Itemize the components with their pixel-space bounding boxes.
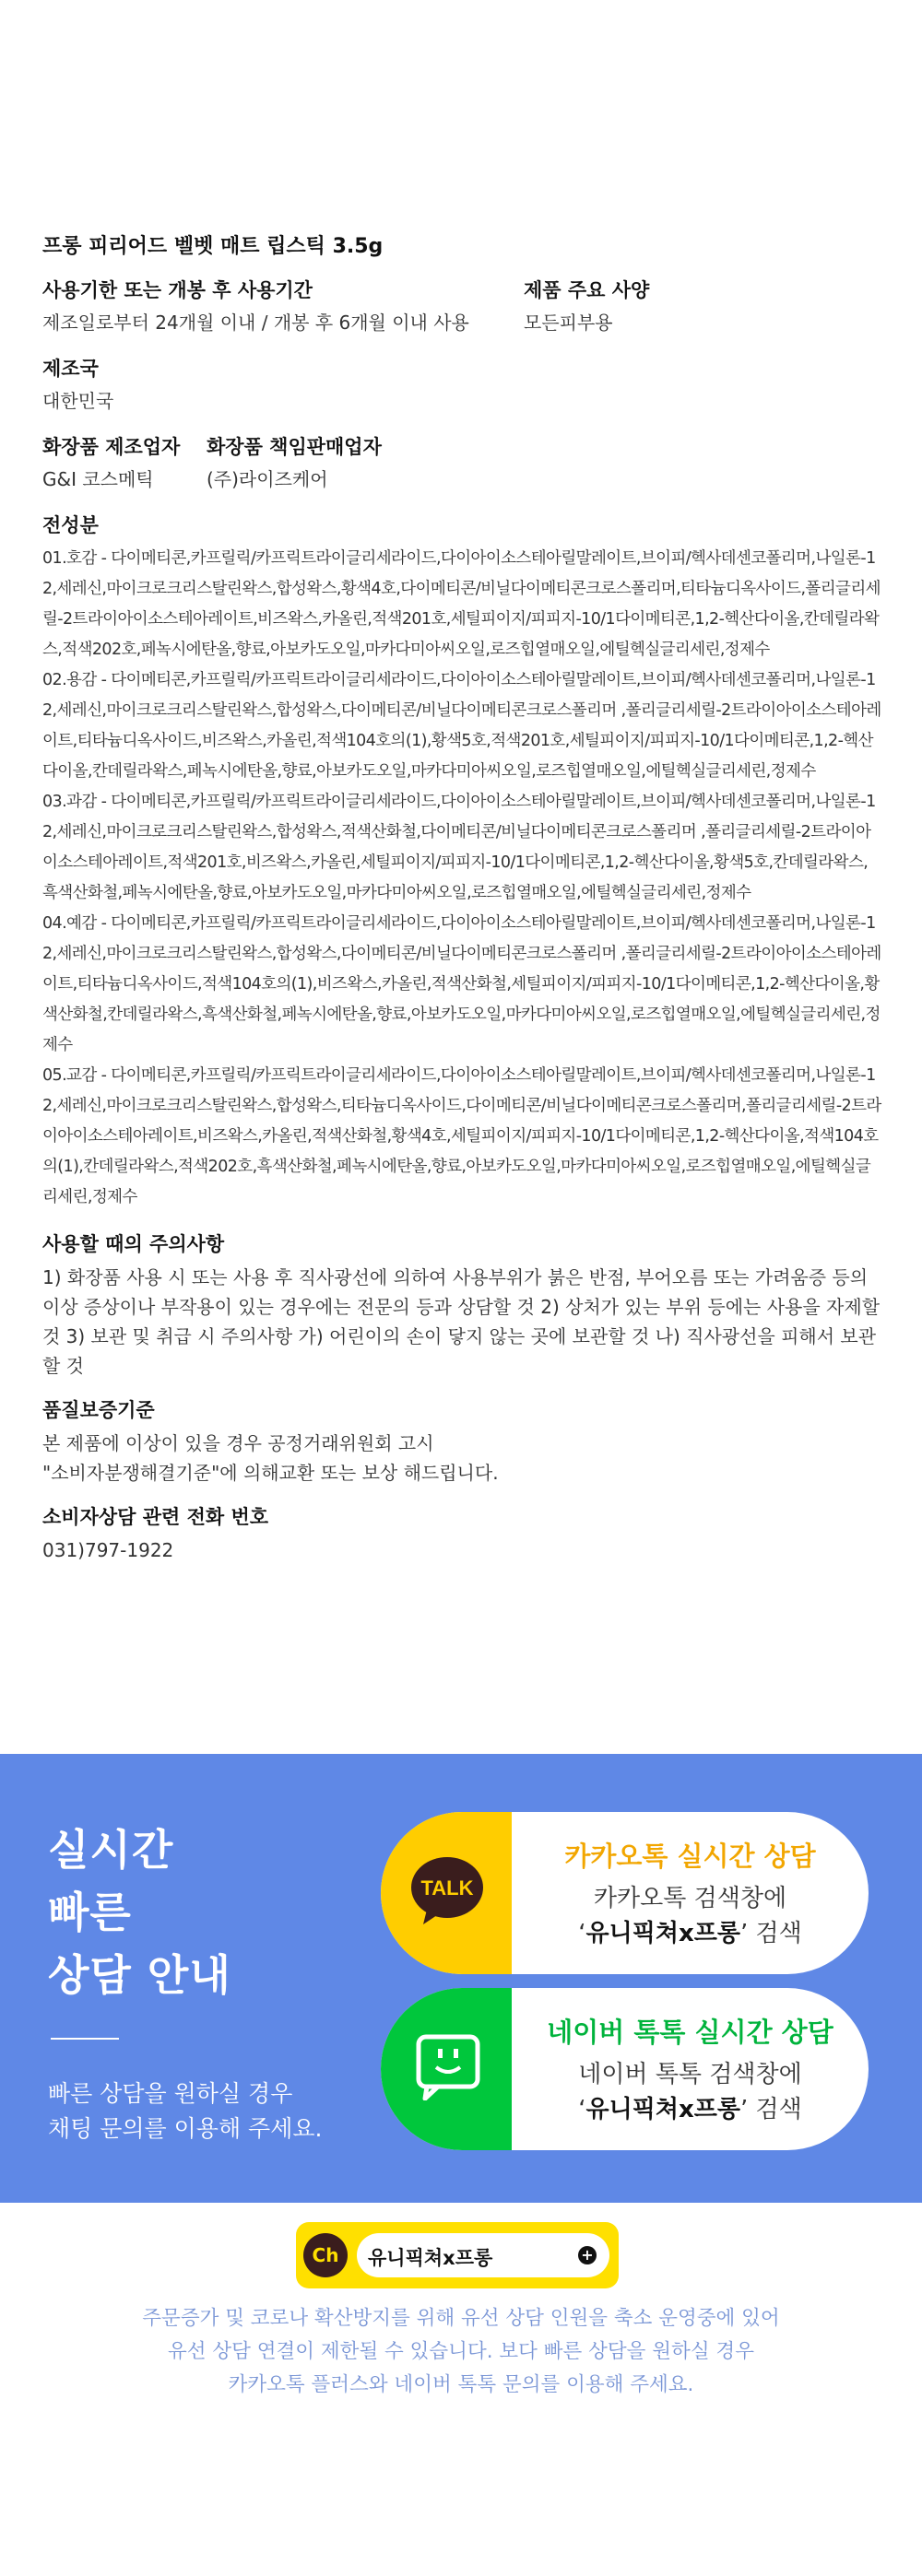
naver-consult-line: 네이버 톡톡 검색창에 <box>578 2060 802 2088</box>
caution-text: 1) 화장품 사용 시 또는 사용 후 직사광선에 의하여 사용부위가 붉은 반점, 부어오름 또는 가려움증 등의 이상 증상이나 부작용이 있는 경우에는 전문의 등과 상담할 것 2) 상처가 있는 부위 등에는 사용을 자제할 것 3) 보관 및 취급 시 주의사항 가) 어린이의 손이 닿지 않는 곳에 보관할 것 나) 직사광선을 피해서 보관할 것 <box>42 1266 881 1377</box>
phone-notice <box>0 2302 922 2402</box>
origin-title: 제조국 <box>42 358 99 380</box>
kakao-consult-keyword-line <box>578 1916 802 1951</box>
naver-keyword: 유니픽쳐x프롱 <box>585 2095 740 2123</box>
phone-title: 소비자상담 관련 전화 번호 <box>42 1506 269 1528</box>
naver-talktalk-icon <box>416 2034 480 2104</box>
kakao-talk-icon-text: TALK <box>420 1876 474 1900</box>
expiry-block <box>42 276 524 354</box>
naver-icon-panel <box>381 1988 512 2150</box>
channel-search-text: 유니픽쳐x프롱 <box>368 2247 493 2269</box>
ingredients-block <box>42 511 881 1213</box>
expiry-value: 제조일로부터 24개월 이내 / 개봉 후 6개월 이내 사용 <box>42 312 469 334</box>
quote-close: ’ 검색 <box>739 1919 802 1947</box>
expiry-spec-row <box>42 276 881 354</box>
kakao-channel-icon: Ch <box>303 2233 348 2277</box>
consult-title-line: 빠른 <box>48 1888 132 1937</box>
naver-consult-text <box>512 1988 869 2150</box>
notice-line: 주문증가 및 코로나 확산방지를 위해 유선 상담 인원을 축소 운영중에 있어 <box>142 2307 780 2330</box>
consult-title-line: 상담 안내 <box>48 1950 231 2000</box>
quote-open: ‘ <box>578 1919 586 1947</box>
consult-banner <box>0 1754 922 2203</box>
consult-sub-line: 빠른 상담을 원하실 경우 <box>48 2080 293 2107</box>
consult-title-line: 실시간 <box>48 1825 174 1875</box>
ingredient-item: 01.호감 - 다이메티콘,카프릴릭/카프릭트라이글리세라이드,다이아이소스테아릴말레이트,브이피/헥사데센코폴리머,나일론-12,세레신,마이크로크리스탈린왁스,합성왁스,황색4호,다이메티콘/비닐다이메티콘크로스폴리머,티타늄디옥사이드,폴리글리세릴-2트라이아이소스테아레이트,비즈왁스,카올린,적색201호,세틸피이지/피피지-10/1다이메티콘,1,2-헥산다이올,칸데릴라왁스,적색202호,페녹시에탄올,향료,아보카도오일,마카다미아씨오일,로즈힙열매오일,에틸헥실글리세린,정제수 <box>42 549 881 659</box>
notice-line: 카카오톡 플러스와 네이버 톡톡 문의를 이용해 주세요. <box>228 2373 694 2396</box>
phone-block <box>42 1502 881 1565</box>
kakao-consult-title: 카카오톡 실시간 상담 <box>564 1840 816 1872</box>
ingredient-item: 02.용감 - 다이메티콘,카프릴릭/카프릭트라이글리세라이드,다이아이소스테아릴말레이트,브이피/헥사데센코폴리머,나일론-12,세레신,마이크로크리스탈린왁스,합성왁스,다이메티콘/비닐다이메티콘크로스폴리머 ,폴리글리세릴-2트라이아이소스테아레이트,티타늄디옥사이드,비즈왁스,카올린,적색104호의(1),황색5호,적색201호,세틸피이지/피피지-10/1다이메티콘,1,2-헥산다이올,칸데릴라왁스,페녹시에탄올,향료,아보카도오일,마카다미아씨오일,로즈힙열매오일,에틸헥실글리세린,정제수 <box>42 671 881 781</box>
quote-open: ‘ <box>578 2095 586 2123</box>
title-divider <box>51 2038 119 2040</box>
kakao-keyword: 유니픽쳐x프롱 <box>585 1919 740 1947</box>
ingredients-list <box>42 544 881 1213</box>
spec-block <box>524 276 881 354</box>
consult-subtext <box>48 2076 322 2147</box>
spec-value: 모든피부용 <box>524 312 613 334</box>
ingredient-item: 05.교감 - 다이메티콘,카프릴릭/카프릭트라이글리세라이드,다이아이소스테아릴말레이트,브이피/헥사데센코폴리머,나일론-12,세레신,마이크로크리스탈린왁스,합성왁스,티타늄디옥사이드,다이메티콘/비닐다이메티콘크로스폴리머,폴리글리세릴-2트라이아이소스테아레이트,비즈왁스,카올린,적색산화철,황색4호,세틸피이지/피피지-10/1다이메티콘,1,2-헥산다이올,적색104호의(1),칸데릴라왁스,적색202호,흑색산화철,페녹시에탄올,향료,아보카도오일,마카다미아씨오일,로즈힙열매오일,에틸헥실글리세린,정제수 <box>42 1066 881 1206</box>
quote-close: ’ 검색 <box>739 2095 802 2123</box>
expiry-title: 사용기한 또는 개봉 후 사용기간 <box>42 279 313 301</box>
kakao-consult-button[interactable] <box>381 1812 869 1974</box>
naver-consult-keyword-line <box>578 2092 802 2127</box>
plus-icon: + <box>578 2246 597 2264</box>
kakao-consult-line: 카카오톡 검색창에 <box>593 1884 787 1912</box>
consult-sub-line: 채팅 문의를 이용해 주세요. <box>48 2115 323 2142</box>
seller-value: (주)라이즈케어 <box>207 468 328 490</box>
caution-block <box>42 1229 881 1381</box>
quality-line-2: "소비자분쟁해결기준"에 의해교환 또는 보상 해드립니다. <box>42 1462 499 1484</box>
product-name: 프롱 피리어드 벨벳 매트 립스틱 3.5g <box>42 235 384 258</box>
naver-consult-title: 네이버 톡톡 실시간 상담 <box>547 2016 833 2048</box>
ingredient-item: 04.예감 - 다이메티콘,카프릴릭/카프릭트라이글리세라이드,다이아이소스테아릴말레이트,브이피/헥사데센코폴리머,나일론-12,세레신,마이크로크리스탈린왁스,합성왁스,다이메티콘/비닐다이메티콘크로스폴리머 ,폴리글리세릴-2트라이아이소스테아레이트,티타늄디옥사이드,적색104호의(1),비즈왁스,카올린,적색산화철,세틸피이지/피피지-10/1다이메티콘,1,2-헥산다이올,황색산화철,칸데릴라왁스,흑색산화철,페녹시에탄올,향료,아보카도오일,마카다미아씨오일,로즈힙열매오일,에틸헥실글리세린,정제수 <box>42 914 881 1054</box>
quality-line-1: 본 제품에 이상이 있을 경우 공정거래위원회 고시 <box>42 1432 434 1454</box>
spec-title: 제품 주요 사양 <box>524 279 650 301</box>
channel-search-field <box>357 2233 609 2277</box>
kakao-talk-icon <box>410 1856 484 1930</box>
consult-title <box>48 1818 231 2006</box>
manufacturer-title: 화장품 제조업자 <box>42 436 181 458</box>
origin-value: 대한민국 <box>42 390 114 412</box>
seller-title: 화장품 책임판매업자 <box>207 436 382 458</box>
quality-title: 품질보증기준 <box>42 1399 155 1421</box>
kakao-plus-channel-button[interactable] <box>296 2222 619 2288</box>
caution-title: 사용할 때의 주의사항 <box>42 1233 225 1255</box>
manufacturer-block <box>42 432 207 511</box>
origin-block <box>42 354 881 416</box>
ingredients-title: 전성분 <box>42 514 99 536</box>
seller-block <box>207 432 881 511</box>
kakao-icon-panel <box>381 1812 512 1974</box>
manufacturer-value: G&I 코스메틱 <box>42 468 154 490</box>
product-info <box>42 230 881 1565</box>
phone-value: 031)797-1922 <box>42 1539 174 1561</box>
notice-line: 유선 상담 연결이 제한될 수 있습니다. 보다 빠른 상담을 원하실 경우 <box>168 2340 754 2363</box>
kakao-consult-text <box>512 1812 869 1974</box>
quality-block <box>42 1395 881 1488</box>
ingredient-item: 03.과감 - 다이메티콘,카프릴릭/카프릭트라이글리세라이드,다이아이소스테아릴말레이트,브이피/헥사데센코폴리머,나일론-12,세레신,마이크로크리스탈린왁스,합성왁스,적색산화철,다이메티콘/비닐다이메티콘크로스폴리머 ,폴리글리세릴-2트라이아이소스테아레이트,적색201호,비즈왁스,카올린,세틸피이지/피피지-10/1다이메티콘,1,2-헥산다이올,황색5호,칸데릴라왁스,흑색산화철,페녹시에탄올,향료,아보카도오일,마카다미아씨오일,로즈힙열매오일,에틸헥실글리세린,정제수 <box>42 793 876 902</box>
naver-consult-button[interactable] <box>381 1988 869 2150</box>
manufacturer-row <box>42 432 881 511</box>
